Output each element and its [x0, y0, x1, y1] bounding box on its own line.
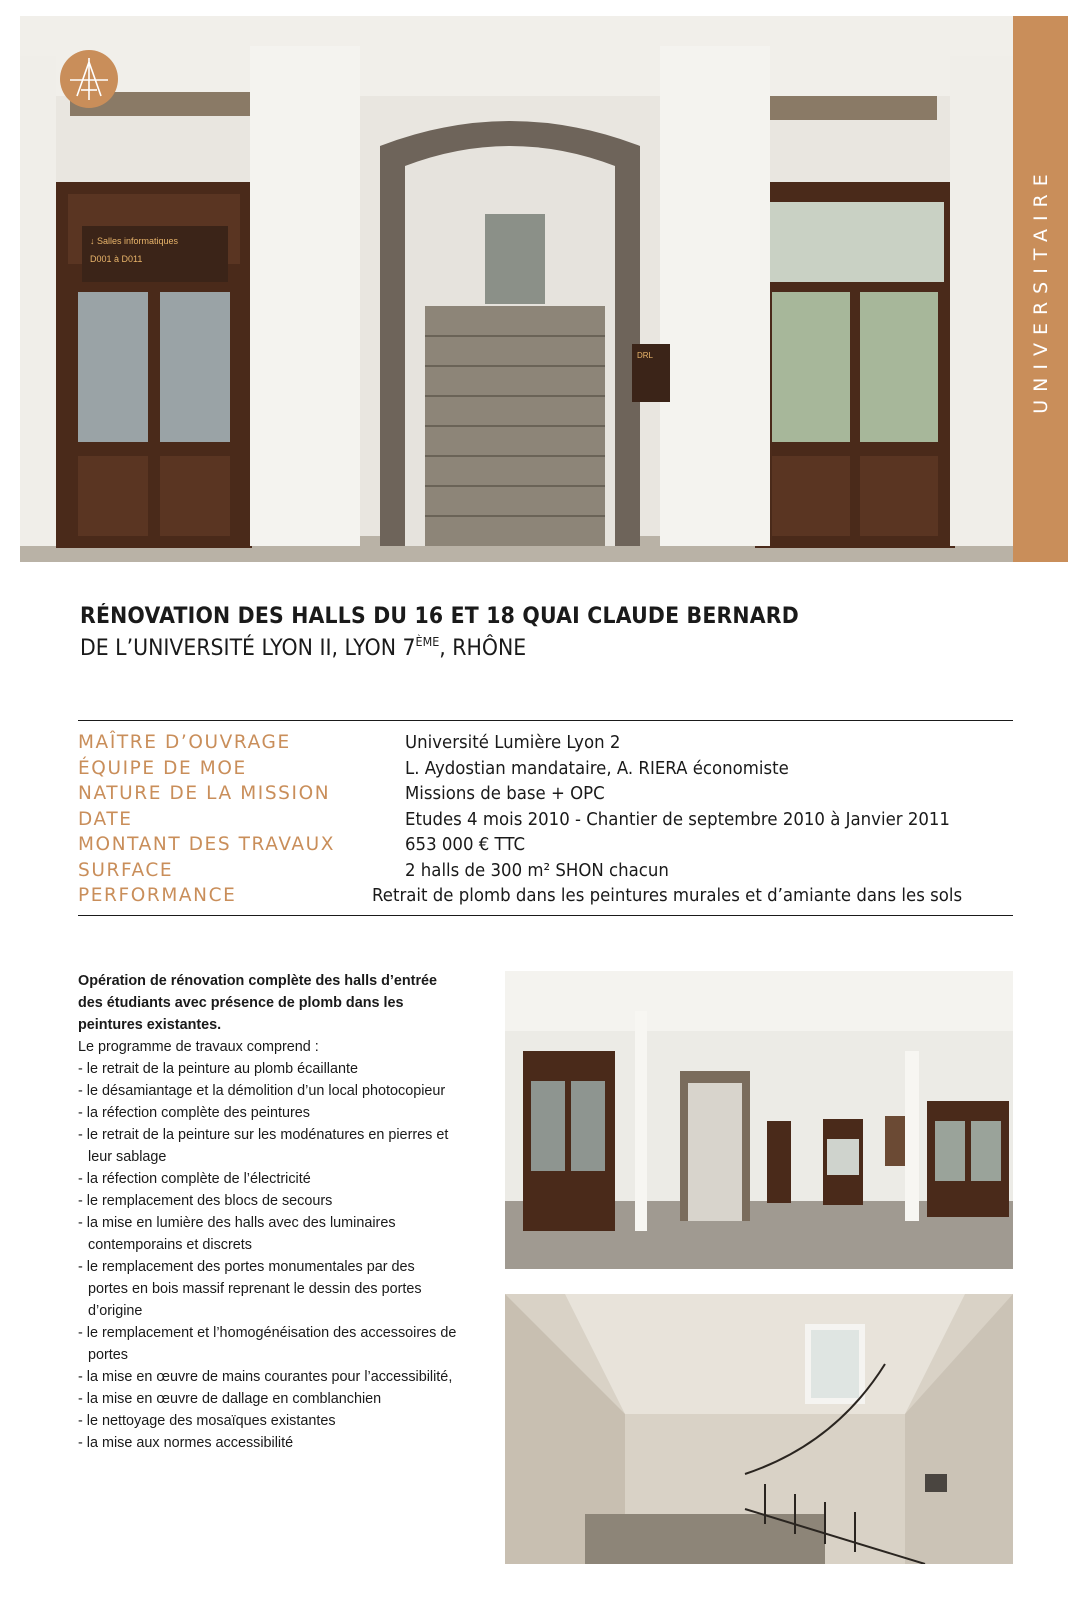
info-row-date	[78, 807, 1013, 833]
list-item: - le nettoyage des mosaïques existantes	[78, 1413, 336, 1429]
info-label: ÉQUIPE DE MOE	[78, 757, 247, 779]
list-item: - la réfection complète des peintures	[78, 1105, 310, 1121]
info-value: 2 halls de 300 m² SHON chacun	[405, 859, 669, 881]
hero-sign-rooms-range: D001 à D011	[90, 254, 143, 264]
list-item: - la mise en lumière des halls avec des luminaires contemporains et discrets	[78, 1215, 396, 1253]
info-row-surface	[78, 858, 1013, 884]
project-subtitle	[80, 635, 954, 661]
info-value: 653 000 € TTC	[405, 834, 526, 856]
category-label: UNIVERSITAIRE	[1030, 166, 1052, 414]
staircase-photo	[505, 1294, 1013, 1564]
list-item: - la mise en œuvre de dallage en comblanchien	[78, 1391, 382, 1407]
info-row-performance	[78, 883, 1013, 909]
info-row-amount	[78, 832, 1013, 858]
list-item: - la mise en œuvre de mains courantes pour l’accessibilité,	[78, 1369, 453, 1385]
hero-sign-rooms: ↓ Salles informatiques	[90, 236, 179, 246]
info-row-team	[78, 756, 1013, 782]
project-title: RÉNOVATION DES HALLS DU 16 ET 18 QUAI CLAUDE BERNARD	[80, 604, 799, 629]
hall-photo	[505, 971, 1013, 1269]
info-row-mission	[78, 781, 1013, 807]
project-heading	[80, 604, 1020, 661]
list-item: - la mise aux normes accessibilité	[78, 1435, 294, 1451]
subtitle-prefix: DE L’UNIVERSITÉ LYON II, LYON 7	[80, 636, 416, 661]
info-label: PERFORMANCE	[78, 885, 237, 907]
project-info-table	[78, 720, 1013, 916]
list-item: - le désamiantage et la démolition d’un local photocopieur	[78, 1083, 446, 1099]
info-label: NATURE DE LA MISSION	[78, 783, 331, 805]
list-item: - le retrait de la peinture au plomb écaillante	[78, 1061, 358, 1077]
list-item: - le remplacement et l’homogénéisation des accessoires de portes	[78, 1325, 457, 1363]
architect-monogram-icon	[60, 50, 118, 108]
info-value: Missions de base + OPC	[405, 783, 605, 805]
info-label: MAÎTRE D’OUVRAGE	[78, 732, 291, 754]
subtitle-sup: ÈME	[415, 635, 440, 649]
hero-photo	[20, 16, 1013, 562]
project-description	[78, 970, 458, 1454]
works-list	[78, 1058, 458, 1454]
info-label: SURFACE	[78, 859, 174, 881]
list-item: - le remplacement des blocs de secours	[78, 1193, 333, 1209]
subtitle-suffix: , RHÔNE	[439, 636, 527, 661]
info-value: L. Aydostian mandataire, A. RIERA économiste	[405, 757, 789, 779]
hero-sign-right: DRL	[637, 351, 654, 360]
info-value: Université Lumière Lyon 2	[405, 732, 621, 754]
info-row-client	[78, 730, 1013, 756]
list-item: - le remplacement des portes monumentales par des portes en bois massif reprenant le dessin des portes d’origine	[78, 1259, 422, 1319]
list-item: - la réfection complète de l’électricité	[78, 1171, 311, 1187]
info-label: DATE	[78, 808, 133, 830]
description-lead: Le programme de travaux comprend :	[78, 1039, 319, 1055]
info-value: Etudes 4 mois 2010 - Chantier de septembre 2010 à Janvier 2011	[405, 808, 950, 830]
list-item: - le retrait de la peinture sur les modénatures en pierres et leur sablage	[78, 1127, 449, 1165]
info-label: MONTANT DES TRAVAUX	[78, 834, 336, 856]
info-value: Retrait de plomb dans les peintures murales et d’amiante dans les sols	[371, 885, 962, 907]
description-intro: Opération de rénovation complète des halls d’entrée des étudiants avec présence de plomb dans les peintures existantes.	[78, 973, 438, 1033]
